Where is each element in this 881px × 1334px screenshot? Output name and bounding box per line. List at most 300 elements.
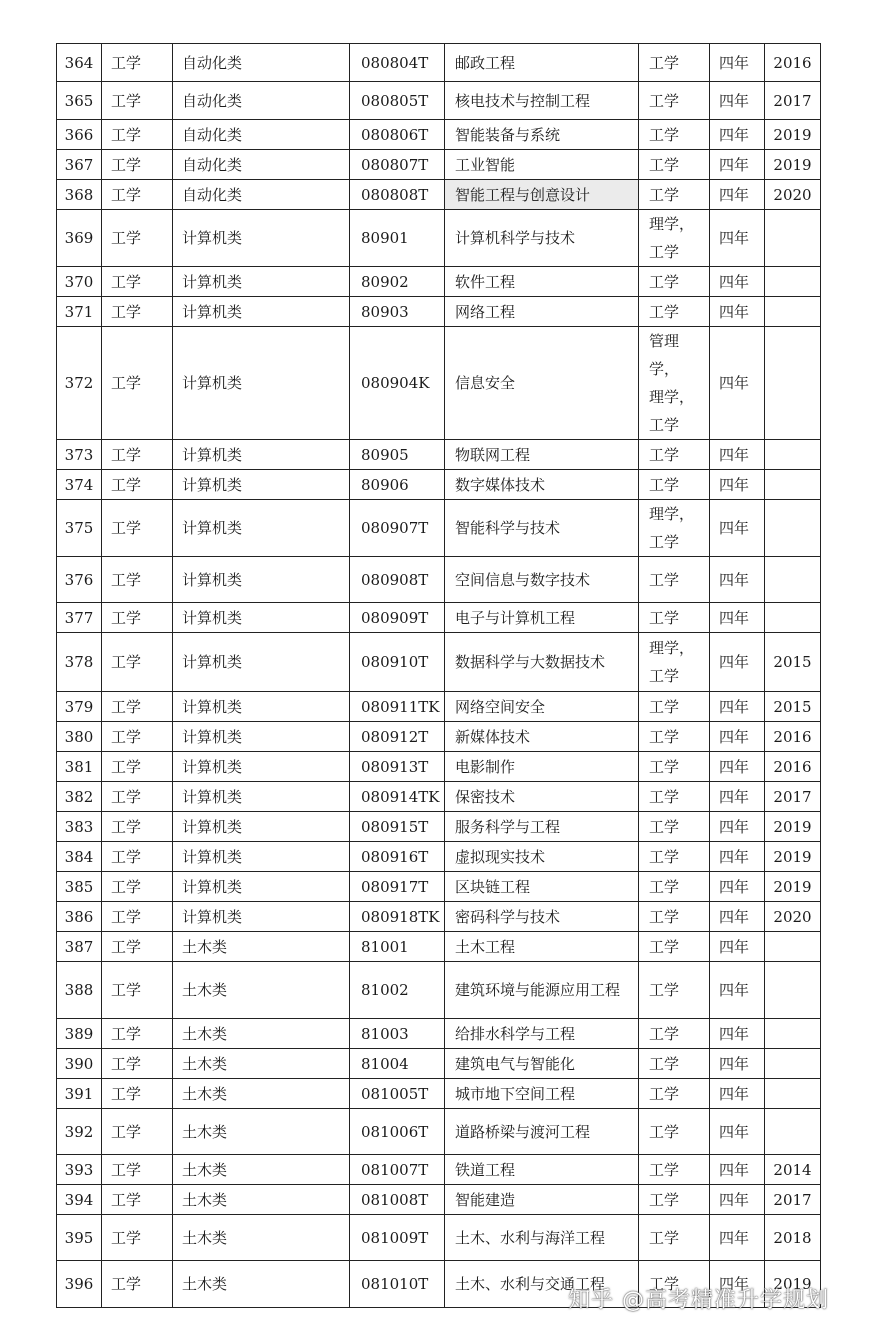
cell-major-name: 建筑电气与智能化 <box>445 1049 639 1079</box>
table-row <box>57 120 821 150</box>
cell-major-name: 电子与计算机工程 <box>445 603 639 633</box>
cell-degree <box>639 327 710 440</box>
table-row <box>57 1185 821 1215</box>
cell-class: 自动化类 <box>173 150 350 180</box>
table-row <box>57 812 821 842</box>
cell-duration: 四年 <box>710 633 765 692</box>
cell-code: 080909T <box>350 603 445 633</box>
cell-number: 387 <box>57 932 102 962</box>
cell-year-added: 2019 <box>765 812 821 842</box>
cell-class: 土木类 <box>173 1261 350 1308</box>
cell-code: 080806T <box>350 120 445 150</box>
cell-degree <box>639 82 710 120</box>
cell-number: 386 <box>57 902 102 932</box>
cell-duration: 四年 <box>710 1079 765 1109</box>
cell-degree <box>639 180 710 210</box>
cell-degree <box>639 633 710 692</box>
cell-category: 工学 <box>102 872 173 902</box>
cell-number: 365 <box>57 82 102 120</box>
cell-code: 80905 <box>350 440 445 470</box>
cell-class: 计算机类 <box>173 633 350 692</box>
cell-category: 工学 <box>102 782 173 812</box>
cell-number: 384 <box>57 842 102 872</box>
cell-code: 080911TK <box>350 692 445 722</box>
cell-major-name: 智能科学与技术 <box>445 500 639 557</box>
cell-major-name: 邮政工程 <box>445 44 639 82</box>
cell-number: 376 <box>57 557 102 603</box>
cell-duration: 四年 <box>710 44 765 82</box>
cell-number: 378 <box>57 633 102 692</box>
cell-number: 373 <box>57 440 102 470</box>
cell-category: 工学 <box>102 44 173 82</box>
cell-code: 080918TK <box>350 902 445 932</box>
cell-category: 工学 <box>102 210 173 267</box>
cell-code: 080910T <box>350 633 445 692</box>
cell-code: 080912T <box>350 722 445 752</box>
table-row <box>57 603 821 633</box>
cell-code: 080917T <box>350 872 445 902</box>
table-row <box>57 722 821 752</box>
table-row <box>57 44 821 82</box>
cell-duration: 四年 <box>710 1185 765 1215</box>
degree-line: 工学 <box>649 570 680 589</box>
cell-major-name: 土木、水利与海洋工程 <box>445 1215 639 1261</box>
degree-line: 工学 <box>649 53 680 72</box>
degree-line: 工学 <box>649 877 680 896</box>
degree-line: 工学 <box>649 91 680 110</box>
cell-degree <box>639 120 710 150</box>
cell-class: 土木类 <box>173 1079 350 1109</box>
cell-number: 371 <box>57 297 102 327</box>
cell-year-added: 2017 <box>765 782 821 812</box>
table-row <box>57 1109 821 1155</box>
cell-class: 土木类 <box>173 932 350 962</box>
cell-degree <box>639 150 710 180</box>
cell-degree <box>639 1215 710 1261</box>
degree-line: 工学 <box>649 1275 680 1293</box>
cell-code: 080908T <box>350 557 445 603</box>
cell-class: 土木类 <box>173 962 350 1019</box>
cell-major-name: 土木、水利与交通工程 <box>445 1261 639 1308</box>
cell-category: 工学 <box>102 692 173 722</box>
cell-number: 385 <box>57 872 102 902</box>
cell-class: 计算机类 <box>173 603 350 633</box>
cell-major-name: 建筑环境与能源应用工程 <box>445 962 639 1019</box>
cell-year-added: 2016 <box>765 44 821 82</box>
cell-year-added <box>765 210 821 267</box>
cell-category: 工学 <box>102 82 173 120</box>
cell-category: 工学 <box>102 557 173 603</box>
cell-number: 375 <box>57 500 102 557</box>
cell-code: 80906 <box>350 470 445 500</box>
cell-degree <box>639 267 710 297</box>
cell-number: 367 <box>57 150 102 180</box>
cell-major-name: 计算机科学与技术 <box>445 210 639 267</box>
cell-category: 工学 <box>102 500 173 557</box>
table-row <box>57 902 821 932</box>
table-body <box>57 44 821 1308</box>
degree-line: 工学 <box>649 1024 680 1043</box>
cell-major-name: 区块链工程 <box>445 872 639 902</box>
table-row <box>57 267 821 297</box>
cell-duration: 四年 <box>710 932 765 962</box>
cell-class: 计算机类 <box>173 470 350 500</box>
degree-line: 工学 <box>649 907 680 926</box>
table-row <box>57 440 821 470</box>
cell-class: 计算机类 <box>173 902 350 932</box>
cell-year-added <box>765 1049 821 1079</box>
cell-class: 计算机类 <box>173 842 350 872</box>
cell-category: 工学 <box>102 1049 173 1079</box>
cell-number: 368 <box>57 180 102 210</box>
table-row <box>57 962 821 1019</box>
table-row <box>57 82 821 120</box>
cell-degree <box>639 752 710 782</box>
cell-year-added: 2020 <box>765 180 821 210</box>
degree-line: 工学 <box>649 1054 680 1073</box>
cell-degree <box>639 692 710 722</box>
cell-code: 080907T <box>350 500 445 557</box>
cell-major-name: 铁道工程 <box>445 1155 639 1185</box>
cell-category: 工学 <box>102 842 173 872</box>
table-row <box>57 692 821 722</box>
cell-duration: 四年 <box>710 327 765 440</box>
cell-class: 计算机类 <box>173 722 350 752</box>
cell-class: 自动化类 <box>173 44 350 82</box>
cell-category: 工学 <box>102 932 173 962</box>
cell-number: 396 <box>57 1261 102 1308</box>
degree-line: 管理学， <box>649 332 680 378</box>
cell-degree <box>639 722 710 752</box>
degree-line: 工学 <box>649 272 680 291</box>
cell-duration: 四年 <box>710 962 765 1019</box>
watermark: 知乎 @高考精准升学规划 <box>568 1288 829 1313</box>
cell-code: 081007T <box>350 1155 445 1185</box>
cell-year-added <box>765 932 821 962</box>
cell-number: 379 <box>57 692 102 722</box>
cell-year-added: 2015 <box>765 633 821 692</box>
cell-number: 372 <box>57 327 102 440</box>
cell-year-added <box>765 500 821 557</box>
degree-line: 工学 <box>649 757 680 776</box>
cell-degree <box>639 1155 710 1185</box>
cell-duration: 四年 <box>710 1155 765 1185</box>
cell-class: 土木类 <box>173 1019 350 1049</box>
cell-duration: 四年 <box>710 812 765 842</box>
cell-degree <box>639 297 710 327</box>
cell-year-added: 2016 <box>765 722 821 752</box>
cell-year-added: 2014 <box>765 1155 821 1185</box>
cell-degree <box>639 1019 710 1049</box>
cell-category: 工学 <box>102 1261 173 1308</box>
cell-major-name: 道路桥梁与渡河工程 <box>445 1109 639 1155</box>
cell-degree <box>639 932 710 962</box>
cell-major-name: 虚拟现实技术 <box>445 842 639 872</box>
cell-category: 工学 <box>102 327 173 440</box>
cell-category: 工学 <box>102 812 173 842</box>
cell-major-name: 密码科学与技术 <box>445 902 639 932</box>
cell-category: 工学 <box>102 722 173 752</box>
cell-degree <box>639 470 710 500</box>
cell-major-name: 核电技术与控制工程 <box>445 82 639 120</box>
cell-code: 080914TK <box>350 782 445 812</box>
cell-major-name: 保密技术 <box>445 782 639 812</box>
cell-category: 工学 <box>102 603 173 633</box>
cell-class: 自动化类 <box>173 180 350 210</box>
majors-table <box>56 43 821 1308</box>
degree-line: 工学 <box>649 416 680 434</box>
table-row <box>57 842 821 872</box>
cell-code: 080916T <box>350 842 445 872</box>
table-row <box>57 327 821 440</box>
cell-number: 389 <box>57 1019 102 1049</box>
cell-duration: 四年 <box>710 500 765 557</box>
cell-year-added <box>765 557 821 603</box>
cell-major-name: 城市地下空间工程 <box>445 1079 639 1109</box>
cell-duration: 四年 <box>710 470 765 500</box>
cell-year-added: 2016 <box>765 752 821 782</box>
cell-duration: 四年 <box>710 440 765 470</box>
cell-major-name: 土木工程 <box>445 932 639 962</box>
cell-code: 81004 <box>350 1049 445 1079</box>
degree-line: 工学 <box>649 185 680 204</box>
degree-line: 理学， <box>649 639 695 657</box>
table-row <box>57 1049 821 1079</box>
cell-class: 计算机类 <box>173 692 350 722</box>
cell-class: 计算机类 <box>173 812 350 842</box>
cell-code: 080804T <box>350 44 445 82</box>
cell-degree <box>639 1079 710 1109</box>
cell-number: 382 <box>57 782 102 812</box>
table-row <box>57 932 821 962</box>
cell-number: 369 <box>57 210 102 267</box>
cell-class: 计算机类 <box>173 210 350 267</box>
cell-year-added <box>765 470 821 500</box>
cell-year-added <box>765 603 821 633</box>
cell-number: 364 <box>57 44 102 82</box>
cell-year-added: 2017 <box>765 82 821 120</box>
cell-category: 工学 <box>102 1019 173 1049</box>
cell-year-added: 2019 <box>765 1261 821 1308</box>
cell-year-added <box>765 1079 821 1109</box>
cell-class: 自动化类 <box>173 82 350 120</box>
cell-year-added <box>765 327 821 440</box>
cell-code: 081009T <box>350 1215 445 1261</box>
table-row <box>57 1079 821 1109</box>
cell-degree <box>639 44 710 82</box>
cell-year-added: 2019 <box>765 872 821 902</box>
cell-degree <box>639 782 710 812</box>
cell-category: 工学 <box>102 1185 173 1215</box>
cell-duration: 四年 <box>710 1019 765 1049</box>
cell-category: 工学 <box>102 120 173 150</box>
cell-category: 工学 <box>102 150 173 180</box>
cell-number: 390 <box>57 1049 102 1079</box>
table-row <box>57 872 821 902</box>
cell-code: 81001 <box>350 932 445 962</box>
degree-line: 工学 <box>649 155 680 174</box>
cell-major-name: 网络工程 <box>445 297 639 327</box>
cell-category: 工学 <box>102 1215 173 1261</box>
cell-category: 工学 <box>102 297 173 327</box>
cell-number: 381 <box>57 752 102 782</box>
cell-year-added <box>765 1019 821 1049</box>
cell-duration: 四年 <box>710 297 765 327</box>
cell-number: 391 <box>57 1079 102 1109</box>
cell-category: 工学 <box>102 267 173 297</box>
cell-year-added <box>765 267 821 297</box>
cell-major-name: 智能建造 <box>445 1185 639 1215</box>
cell-code: 81002 <box>350 962 445 1019</box>
cell-degree <box>639 500 710 557</box>
cell-class: 计算机类 <box>173 500 350 557</box>
cell-duration: 四年 <box>710 692 765 722</box>
degree-line: 工学 <box>649 125 680 144</box>
degree-line: 工学 <box>649 1122 680 1141</box>
cell-number: 370 <box>57 267 102 297</box>
cell-major-name: 空间信息与数字技术 <box>445 557 639 603</box>
cell-category: 工学 <box>102 1079 173 1109</box>
table-row <box>57 210 821 267</box>
cell-class: 土木类 <box>173 1215 350 1261</box>
cell-degree <box>639 902 710 932</box>
table-row <box>57 297 821 327</box>
degree-line: 工学 <box>649 1190 680 1209</box>
cell-number: 395 <box>57 1215 102 1261</box>
cell-year-added: 2015 <box>765 692 821 722</box>
cell-class: 计算机类 <box>173 327 350 440</box>
degree-line: 工学 <box>649 981 680 999</box>
degree-line: 工学 <box>649 475 680 494</box>
cell-degree <box>639 557 710 603</box>
cell-number: 374 <box>57 470 102 500</box>
table-row <box>57 1155 821 1185</box>
cell-duration: 四年 <box>710 603 765 633</box>
cell-duration: 四年 <box>710 210 765 267</box>
table-row <box>57 180 821 210</box>
cell-code: 081006T <box>350 1109 445 1155</box>
degree-line: 工学 <box>649 697 680 716</box>
cell-duration: 四年 <box>710 902 765 932</box>
degree-line: 工学 <box>649 302 680 321</box>
cell-duration: 四年 <box>710 267 765 297</box>
cell-code: 080913T <box>350 752 445 782</box>
cell-year-added <box>765 1109 821 1155</box>
cell-major-name: 工业智能 <box>445 150 639 180</box>
cell-class: 计算机类 <box>173 440 350 470</box>
cell-major-name: 信息安全 <box>445 327 639 440</box>
cell-number: 388 <box>57 962 102 1019</box>
cell-major-name: 给排水科学与工程 <box>445 1019 639 1049</box>
table-row <box>57 500 821 557</box>
degree-line: 工学 <box>649 667 680 685</box>
degree-line: 工学 <box>649 445 680 464</box>
cell-category: 工学 <box>102 180 173 210</box>
cell-duration: 四年 <box>710 722 765 752</box>
cell-degree <box>639 1049 710 1079</box>
cell-degree <box>639 1109 710 1155</box>
cell-year-added <box>765 440 821 470</box>
cell-code: 80903 <box>350 297 445 327</box>
cell-class: 计算机类 <box>173 267 350 297</box>
cell-category: 工学 <box>102 962 173 1019</box>
cell-code: 080904K <box>350 327 445 440</box>
cell-duration: 四年 <box>710 1109 765 1155</box>
cell-number: 377 <box>57 603 102 633</box>
cell-category: 工学 <box>102 440 173 470</box>
table-row <box>57 470 821 500</box>
cell-class: 计算机类 <box>173 782 350 812</box>
degree-line: 理学， <box>649 388 695 406</box>
cell-code: 080805T <box>350 82 445 120</box>
cell-degree <box>639 962 710 1019</box>
cell-category: 工学 <box>102 902 173 932</box>
cell-degree <box>639 1185 710 1215</box>
table-row <box>57 1019 821 1049</box>
degree-line: 理学， <box>649 215 695 233</box>
cell-major-name: 智能工程与创意设计 <box>445 180 639 210</box>
degree-line: 工学 <box>649 937 680 956</box>
cell-duration: 四年 <box>710 842 765 872</box>
cell-degree <box>639 872 710 902</box>
cell-degree <box>639 440 710 470</box>
cell-class: 土木类 <box>173 1109 350 1155</box>
cell-class: 计算机类 <box>173 557 350 603</box>
table-row <box>57 752 821 782</box>
cell-code: 081010T <box>350 1261 445 1308</box>
degree-line: 工学 <box>649 533 680 551</box>
table-row <box>57 782 821 812</box>
cell-year-added: 2019 <box>765 120 821 150</box>
cell-code: 80902 <box>350 267 445 297</box>
table-row <box>57 633 821 692</box>
degree-line: 工学 <box>649 1160 680 1179</box>
cell-duration: 四年 <box>710 180 765 210</box>
cell-class: 土木类 <box>173 1185 350 1215</box>
cell-degree <box>639 812 710 842</box>
cell-year-added: 2020 <box>765 902 821 932</box>
cell-degree <box>639 842 710 872</box>
cell-duration: 四年 <box>710 1261 765 1308</box>
cell-duration: 四年 <box>710 150 765 180</box>
cell-major-name: 物联网工程 <box>445 440 639 470</box>
cell-category: 工学 <box>102 1155 173 1185</box>
cell-class: 土木类 <box>173 1049 350 1079</box>
cell-class: 自动化类 <box>173 120 350 150</box>
cell-duration: 四年 <box>710 872 765 902</box>
cell-code: 081005T <box>350 1079 445 1109</box>
cell-category: 工学 <box>102 633 173 692</box>
cell-class: 计算机类 <box>173 872 350 902</box>
cell-number: 394 <box>57 1185 102 1215</box>
cell-year-added <box>765 297 821 327</box>
cell-year-added: 2017 <box>765 1185 821 1215</box>
cell-code: 81003 <box>350 1019 445 1049</box>
cell-duration: 四年 <box>710 82 765 120</box>
cell-major-name: 智能装备与系统 <box>445 120 639 150</box>
cell-duration: 四年 <box>710 752 765 782</box>
degree-line: 工学 <box>649 1228 680 1247</box>
degree-line: 工学 <box>649 727 680 746</box>
cell-duration: 四年 <box>710 557 765 603</box>
cell-code: 080915T <box>350 812 445 842</box>
cell-year-added: 2019 <box>765 842 821 872</box>
cell-number: 383 <box>57 812 102 842</box>
degree-line: 工学 <box>649 608 680 627</box>
degree-line: 工学 <box>649 817 680 836</box>
cell-class: 土木类 <box>173 1155 350 1185</box>
cell-major-name: 数据科学与大数据技术 <box>445 633 639 692</box>
